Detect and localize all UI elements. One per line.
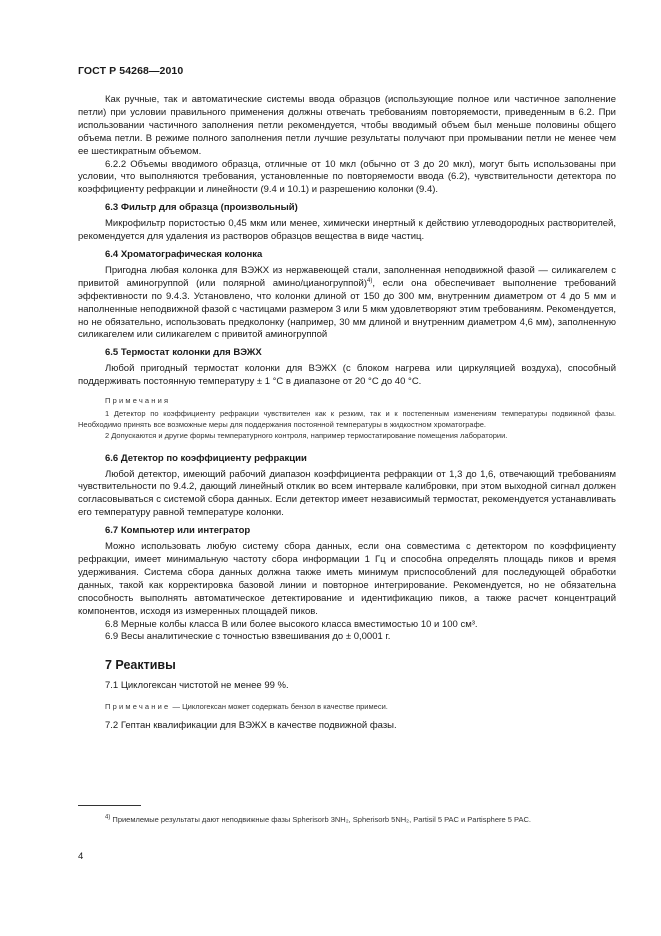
page-number: 4 bbox=[78, 851, 84, 862]
footnote-mark: 4) bbox=[105, 814, 111, 821]
paragraph: 7.2 Гептан квалификации для ВЭЖХ в качестве подвижной фазы. bbox=[105, 720, 397, 732]
note: 2 Допускаются и другие формы температурного контроля, например термостатирование помещения лаборатории. bbox=[105, 431, 508, 441]
paragraph: Любой пригодный термостат колонки для ВЭЖХ (с блоком нагрева или циркуляцией воздуха), способный поддерживать постоянную температуру ± 1 °С в диапазоне от 20 °С до 40 °С. bbox=[78, 363, 616, 388]
section-heading: 6.5 Термостат колонки для ВЭЖХ bbox=[105, 347, 262, 359]
paragraph: 6.8 Мерные колбы класса В или более высокого класса вместимостью 10 и 100 см³. bbox=[105, 618, 478, 630]
paragraph: 6.2.2 Объемы вводимого образца, отличные от 10 мкл (обычно от 3 до 20 мкл), могут быть использованы при условии, что выполняются требования, установленные по повторяемости ввода (6.2), чувствительности детектора по коэффициенту рефракции и линейности (9.4 и 10.1) и разрешению колонки (9.4). bbox=[78, 158, 616, 196]
footnote bbox=[78, 814, 616, 826]
paragraph bbox=[78, 265, 616, 342]
paragraph: Как ручные, так и автоматические системы ввода образцов (использующие полное или частичное заполнение петли) при условии правильного применения должны отвечать требованиям повторяемости, приведенным в 6.2. При использовании частичного заполнения петли рекомендуется, чтобы вводимый объем был меньше половины общего объема петли. В режиме полного заполнения петли лучшие результаты получают при промывании петли не менее чем ее шестикратным объемом. bbox=[78, 94, 616, 157]
chapter-heading: 7 Реактивы bbox=[105, 658, 176, 673]
footnote-divider bbox=[78, 805, 141, 806]
footnote-ref: 4) bbox=[367, 277, 373, 284]
paragraph: 7.1 Циклогексан чистотой не менее 99 %. bbox=[105, 680, 289, 692]
note: 1 Детектор по коэффициенту рефракции чувствителен как к резким, так и к постепенным изменениям температуры подвижной фазы. Необходимо принять все возможные меры для поддержания постоянной температуры в жидкостном хроматографе. bbox=[78, 409, 616, 430]
paragraph-part: Пригодна любая колонка для ВЭЖХ из нержавеющей стали, заполненная неподвижной фазой — силикагелем с привитой аминогруппой (или полярной амино/цианогруппой) bbox=[78, 264, 616, 289]
paragraph: Любой детектор, имеющий рабочий диапазон коэффициента рефракции от 1,3 до 1,6, отвечающий требованиям чувствительности по 9.4.2, дающий линейный отклик во всем интервале калибровки, при этом выходной сигнал должен согласовываться с системой сбора данных. Если детектор имеет независимый термостат, рекомендуется устанавливать его температуру равной температуре колонки. bbox=[78, 468, 616, 519]
section-heading: 6.6 Детектор по коэффициенту рефракции bbox=[105, 452, 307, 464]
paragraph: 6.9 Весы аналитические с точностью взвешивания до ± 0,0001 г. bbox=[105, 631, 391, 643]
section-heading: 6.7 Компьютер или интегратор bbox=[105, 525, 251, 537]
document-body bbox=[78, 94, 616, 733]
note bbox=[78, 701, 616, 712]
section-heading: 6.4 Хроматографическая колонка bbox=[105, 248, 263, 260]
document-header: ГОСТ Р 54268—2010 bbox=[78, 65, 184, 77]
paragraph-part: , если она обеспечивает выполнение требований эффективности по 9.4.3. Установлено, что колонки длиной от 150 до 300 мм, внутренним диаметром от 4 до 5 мм и наполненные неподвижной фазой с частицами размером 3 или 5 мкм удовлетворяют этим требованиям. Рекомендуется, но не обязательно, использовать предколонку (например, 30 мм длиной и внутренним диаметром 4,6 мм), заполненную силикагелем или силикагелем с привитой аминогруппой bbox=[78, 277, 617, 341]
section-heading: 6.3 Фильтр для образца (произвольный) bbox=[105, 202, 298, 214]
notes-title: Примечания bbox=[105, 396, 171, 406]
paragraph: Можно использовать любую систему сбора данных, если она совместима с детектором по коэффициенту рефракции, имеет минимальную частоту сбора информации 1 Гц и способна определять площадь пиков и время удерживания. Система сбора данных должна также иметь минимум приспособлений для последующей обработки данных, такой как корректировка базовой линии и повторное интегрирование. Рекомендуется, но не обязательна способность выполнять автоматическое детектирование и идентификацию пиков, а также расчет концентраций компонентов, исходя из измеренных площадей пиков. bbox=[78, 541, 616, 617]
note-label: Примечание bbox=[105, 702, 171, 712]
paragraph: Микрофильтр пористостью 0,45 мкм или менее, химически инертный к действию углеводородных растворителей, рекомендуется для удаления из растворов образцов вещества в виде частиц. bbox=[78, 218, 616, 243]
footnote-text: Приемлемые результаты дают неподвижные фазы Spherisorb 3NH₂, Spherisorb 5NH₂, Partisil 5 PAC и Partisphere 5 PAC. bbox=[110, 815, 531, 824]
note-text: — Циклогексан может содержать бензол в качестве примеси. bbox=[170, 702, 388, 712]
